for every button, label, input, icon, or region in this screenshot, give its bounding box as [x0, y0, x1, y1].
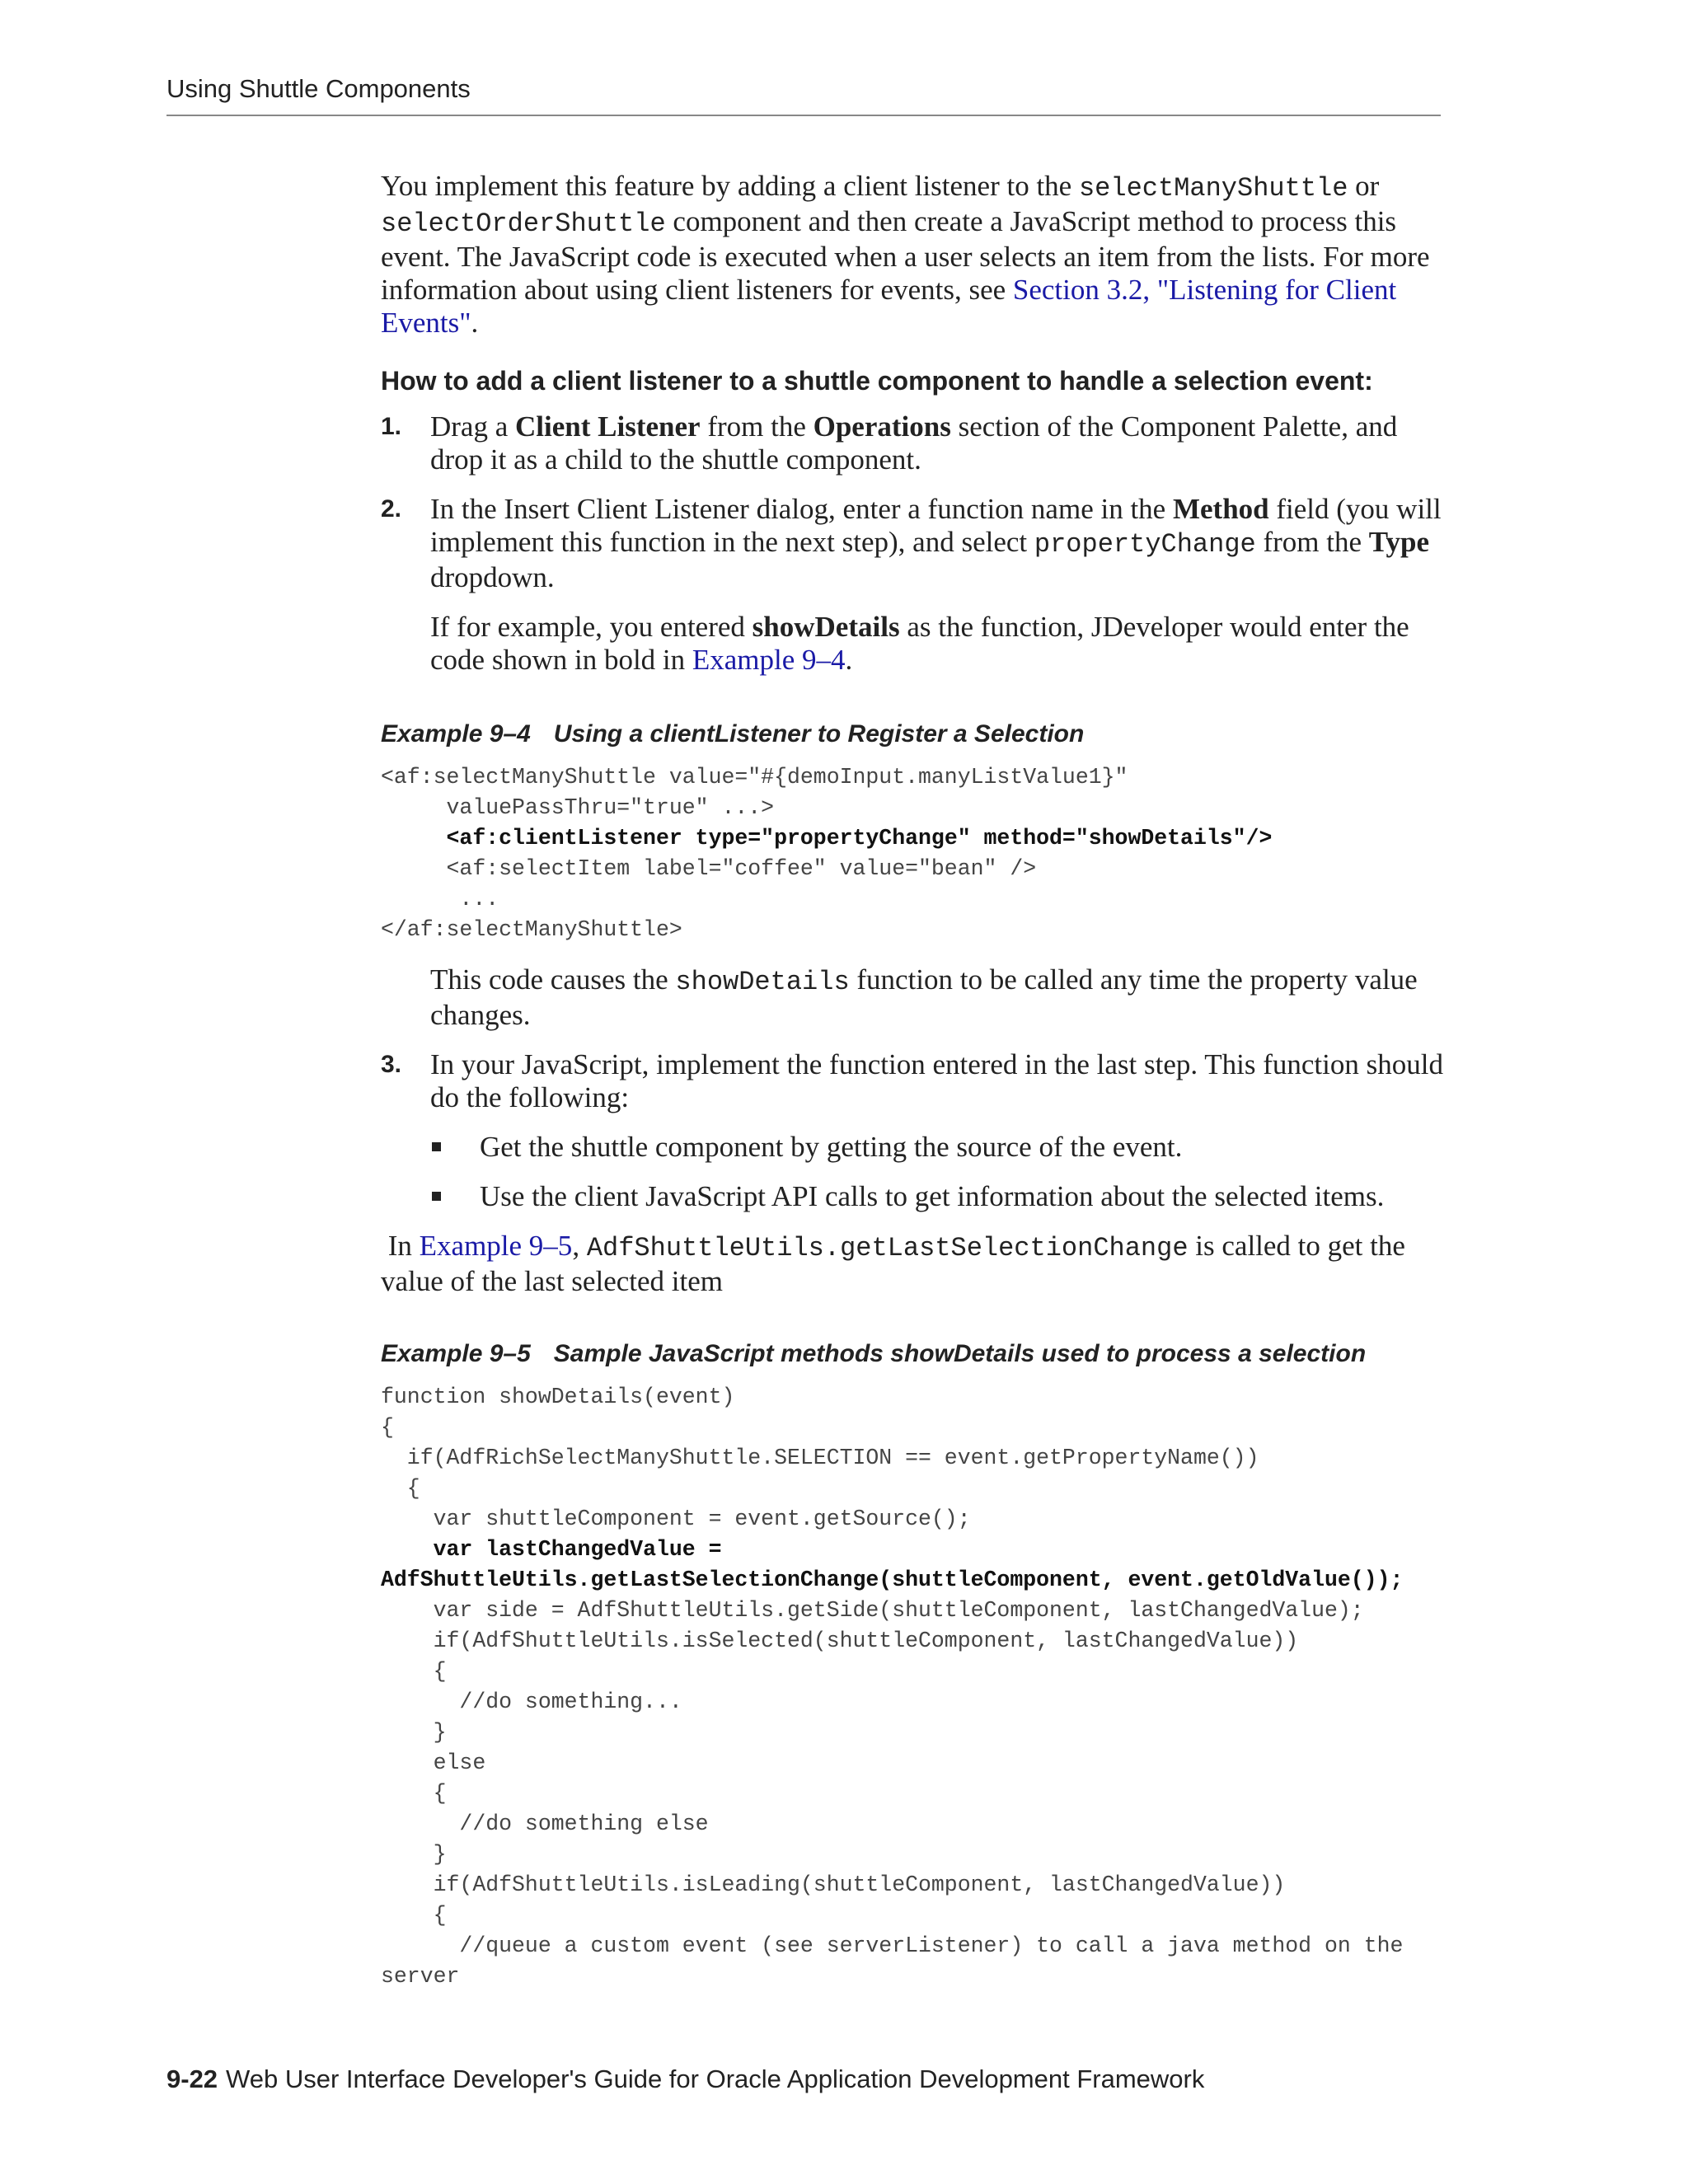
procedure-heading: How to add a client listener to a shuttle component to handle a selection event:	[381, 366, 1373, 396]
bold-term-client-listener: Client Listener	[515, 410, 701, 443]
step-text: dropdown.	[430, 561, 555, 593]
example-number: Example 9–4	[381, 720, 531, 748]
inline-code-select-many-shuttle: selectManyShuttle	[1078, 173, 1348, 204]
code-text: <af:selectManyShuttle value="#{demoInput.manyListValue1}" valuePassThru="true" ...>	[381, 765, 1128, 820]
step-text: In your JavaScript, implement the function entered in the last step. This function should do the following:	[430, 1048, 1443, 1113]
bullet-square-icon	[432, 1142, 441, 1151]
main-content	[381, 170, 1444, 1992]
bold-term-operations: Operations	[813, 410, 951, 443]
bullet-item	[381, 1131, 1444, 1164]
inline-code-show-details: showDetails	[675, 967, 850, 997]
step-3	[381, 1048, 1444, 1114]
book-title: Web User Interface Developer's Guide for Oracle Application Development Framework	[226, 2064, 1205, 2093]
bold-term-method: Method	[1172, 493, 1269, 525]
intro-paragraph	[381, 170, 1444, 340]
example-9-4-title	[381, 718, 1444, 751]
step-number: 1.	[381, 413, 402, 440]
intro-text: .	[471, 307, 479, 339]
page-number: 9-22	[166, 2064, 218, 2093]
code-text-bold: var lastChangedValue = AdfShuttleUtils.getLastSelectionChange(shuttleComponent, event.getOldValue());	[381, 1537, 1404, 1592]
note-text: as the function, JDeveloper would enter the code shown in bold in	[430, 611, 1409, 676]
inline-code-select-order-shuttle: selectOrderShuttle	[381, 209, 666, 239]
bullet-square-icon	[432, 1192, 441, 1201]
code-text: var side = AdfShuttleUtils.getSide(shuttleComponent, lastChangedValue); if(AdfShuttleUtils.isSelected(shuttleComponent, lastChangedValue)) { //do something... } else { //do something else } if(AdfShuttleUtils.isLeading(shuttleComponent, lastChangedValue)) { //queue a custom event (see serverListener) to call a java method on the server	[381, 1598, 1404, 1989]
note-text: If for example, you entered	[430, 611, 753, 643]
para-text: is called to get the value of the last selected item	[381, 1230, 1413, 1297]
step-2	[381, 493, 1444, 594]
inline-code-get-last-selection-change: AdfShuttleUtils.getLastSelectionChange	[586, 1233, 1189, 1263]
step-text: from the	[700, 410, 814, 443]
code-text: function showDetails(event) { if(AdfRichSelectManyShuttle.SELECTION == event.getPropertyName()) { var shuttleComponent = event.getSource();	[381, 1385, 1259, 1531]
bold-term-type: Type	[1368, 526, 1430, 558]
example-9-5-code	[381, 1382, 1444, 1992]
step-text: section of the Component Palette, and drop it as a child to the shuttle component.	[430, 410, 1398, 476]
para-text: function to be called any time the property value changes.	[430, 963, 1418, 1031]
intro-text: You implement this feature by adding a client listener to the	[381, 170, 1079, 202]
inline-code-property-change: propertyChange	[1034, 529, 1256, 560]
section-3-2-link[interactable]: Section 3.2, "Listening for Client Events"	[381, 274, 1397, 339]
step-2-note	[381, 611, 1444, 677]
intro-text: component and then create a JavaScript method to process this event. The JavaScript code is executed when a user selects an item from the lists. For more information about using client listeners for events, see	[381, 205, 1430, 306]
example-9-4-code	[381, 762, 1444, 945]
bullet-item	[381, 1180, 1444, 1213]
step-number: 3.	[381, 1051, 402, 1078]
para-text: ,	[572, 1230, 587, 1262]
step-text: field (you will implement this function in the next step), and select	[430, 493, 1442, 558]
intro-text: or	[1348, 170, 1380, 202]
example-number: Example 9–5	[381, 1340, 531, 1367]
code-text: <af:selectItem label="coffee" value="bean" /> ... </af:selectManyShuttle>	[381, 856, 1037, 942]
step-number: 2.	[381, 495, 402, 523]
para-text: This code causes the	[430, 963, 676, 996]
page-footer	[166, 2064, 1204, 2094]
example-caption: Using a clientListener to Register a Selection	[553, 720, 1085, 748]
note-text: .	[845, 644, 853, 676]
header-divider	[166, 115, 1441, 116]
bullet-text: Use the client JavaScript API calls to get information about the selected items.	[480, 1180, 1385, 1212]
step-text: In the Insert Client Listener dialog, enter a function name in the	[430, 493, 1173, 525]
para-text: In	[381, 1230, 420, 1262]
running-header: Using Shuttle Components	[166, 74, 471, 103]
closing-paragraph	[381, 1230, 1444, 1298]
example-caption: Sample JavaScript methods showDetails used to process a selection	[553, 1340, 1367, 1367]
bullet-text: Get the shuttle component by getting the source of the event.	[480, 1131, 1183, 1163]
example-9-5-link[interactable]: Example 9–5	[419, 1230, 573, 1262]
example-9-5-title	[381, 1338, 1444, 1371]
step-text: Drag a	[430, 410, 516, 443]
code-text-bold: <af:clientListener type="propertyChange" method="showDetails"/>	[446, 826, 1273, 851]
step-1	[381, 410, 1444, 476]
after-example-paragraph	[381, 963, 1444, 1032]
example-9-4-link[interactable]: Example 9–4	[692, 644, 846, 676]
bold-term-show-details: showDetails	[752, 611, 900, 643]
step-text: from the	[1255, 526, 1369, 558]
